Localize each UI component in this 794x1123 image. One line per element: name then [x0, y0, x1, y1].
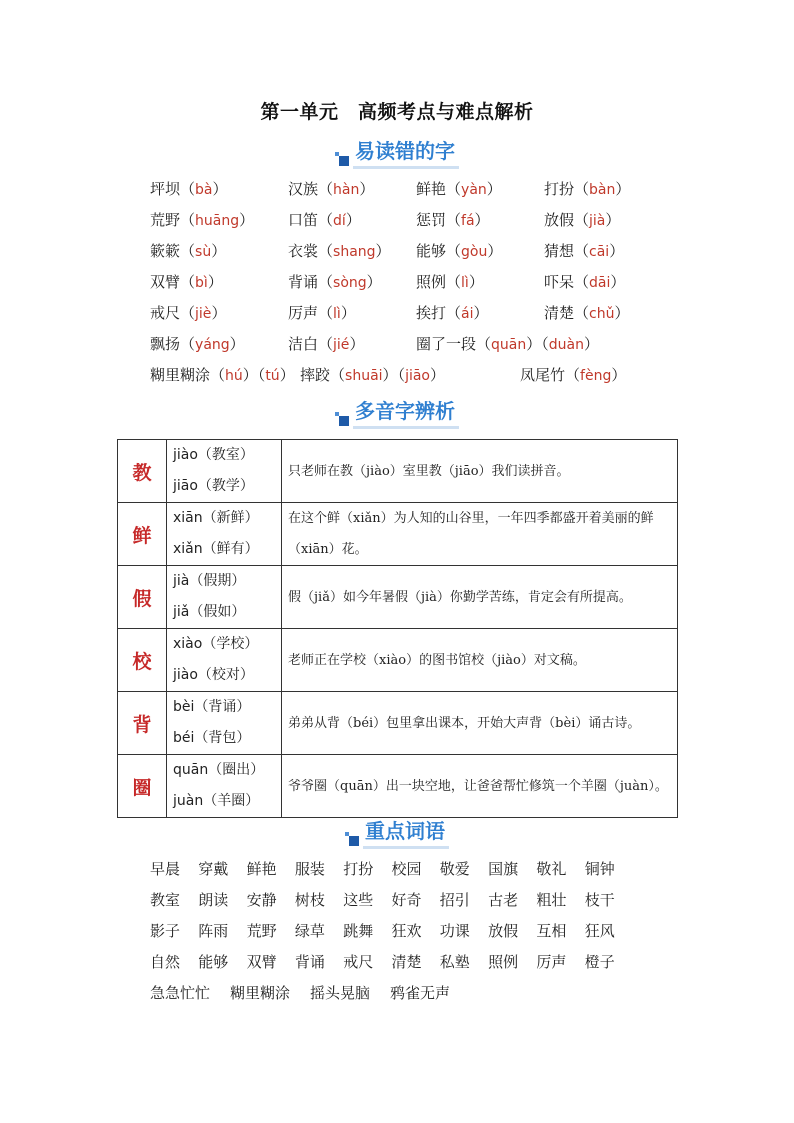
keyword: 粗壮	[536, 891, 567, 909]
keyword: 狂风	[584, 922, 615, 940]
keyword: 狂欢	[391, 922, 422, 940]
pinyin: sòng	[333, 275, 367, 291]
paren-close: ）	[242, 366, 258, 384]
pinyin: gòu	[461, 244, 488, 260]
keyword: 厉声	[536, 953, 567, 971]
paren-open: （	[541, 335, 549, 353]
square-bullet-icon	[335, 152, 349, 166]
section-title: 重点词语	[363, 818, 449, 849]
paren-open: （	[318, 180, 334, 198]
word: 能够	[416, 242, 447, 260]
paren-close: ）	[473, 304, 489, 322]
word: 惩罚	[416, 211, 447, 229]
paren-close: ）	[526, 335, 542, 353]
readings	[167, 503, 282, 566]
keyword: 教室	[150, 891, 181, 909]
reading: xiào（学校）	[173, 636, 259, 652]
reading: xiǎn（鲜有）	[173, 541, 259, 557]
word: 戒尺	[150, 304, 181, 322]
section-title: 易读错的字	[353, 138, 459, 169]
polyphone-char: 圈	[118, 755, 167, 818]
paren-open: （	[180, 273, 196, 291]
section-header-misread	[0, 138, 794, 170]
keyword: 古老	[488, 891, 519, 909]
pinyin: jià	[589, 213, 606, 229]
reading: xiān（新鲜）	[173, 510, 259, 526]
keyword: 安静	[246, 891, 277, 909]
word-entry	[288, 240, 391, 261]
keyword: 急急忙忙	[150, 984, 211, 1002]
pinyin: jiè	[195, 306, 212, 322]
word-entry	[150, 364, 295, 385]
keyword: 敬爱	[439, 860, 470, 878]
pinyin: bì	[195, 275, 208, 291]
pinyin: jié	[333, 337, 350, 353]
pinyin: shang	[333, 244, 376, 260]
keyword: 阵雨	[198, 922, 229, 940]
pinyin: huāng	[195, 213, 240, 229]
paren-close: ）	[486, 180, 502, 198]
paren-close: ）	[212, 180, 228, 198]
polyphone-row	[118, 692, 678, 755]
word-entry	[288, 271, 382, 292]
readings	[167, 629, 282, 692]
word: 双臂	[150, 273, 181, 291]
word-entry	[150, 333, 245, 354]
example-sentence: 老师正在学校（xiào）的图书馆校（jiào）对文稿。	[282, 629, 678, 692]
keyword: 荒野	[246, 922, 277, 940]
paren-close: ）	[468, 273, 484, 291]
polyphone-row	[118, 440, 678, 503]
word-entry	[416, 271, 484, 292]
keyword: 校园	[391, 860, 422, 878]
paren-open: （	[446, 211, 462, 229]
paren-close: ）	[349, 335, 365, 353]
keyword: 绿草	[294, 922, 325, 940]
paren-open: （	[476, 335, 492, 353]
word: 飘扬	[150, 335, 181, 353]
pinyin: yáng	[195, 337, 230, 353]
polyphone-row	[118, 503, 678, 566]
keyword: 铜钟	[584, 860, 615, 878]
paren-open: （	[180, 304, 196, 322]
pinyin: tú	[265, 368, 280, 384]
keyword: 跳舞	[343, 922, 374, 940]
word-entry	[544, 271, 625, 292]
pinyin: bàn	[589, 182, 616, 198]
pinyin: jiāo	[405, 368, 431, 384]
word: 吓呆	[544, 273, 575, 291]
paren-close: ）	[359, 180, 375, 198]
section-title: 多音字辨析	[353, 398, 459, 429]
keyword: 能够	[198, 953, 229, 971]
word: 鲜艳	[416, 180, 447, 198]
word-entry	[288, 209, 361, 230]
keyword: 功课	[439, 922, 470, 940]
word: 簌簌	[150, 242, 181, 260]
paren-open: （	[574, 304, 590, 322]
pinyin: yàn	[461, 182, 487, 198]
readings	[167, 755, 282, 818]
keyword: 双臂	[246, 953, 277, 971]
word: 清楚	[544, 304, 575, 322]
keyword: 早晨	[150, 860, 181, 878]
word-entry	[544, 209, 620, 230]
paren-close: ）	[239, 211, 255, 229]
pinyin: lì	[461, 275, 469, 291]
readings	[167, 440, 282, 503]
pinyin: ái	[461, 306, 474, 322]
pinyin: bà	[195, 182, 213, 198]
word: 照例	[416, 273, 447, 291]
readings	[167, 692, 282, 755]
word-entry	[416, 209, 490, 230]
section-header-keywords	[0, 818, 794, 850]
paren-open: （	[318, 304, 334, 322]
paren-close: ）	[211, 242, 227, 260]
word: 放假	[544, 211, 575, 229]
keyword: 私塾	[439, 953, 470, 971]
word-entry	[150, 271, 223, 292]
reading: jiāo（教学）	[173, 478, 254, 494]
keyword: 影子	[150, 922, 181, 940]
keyword: 好奇	[391, 891, 422, 909]
readings	[167, 566, 282, 629]
word-entry	[416, 240, 502, 261]
word: 猜想	[544, 242, 575, 260]
keyword: 糊里糊涂	[230, 984, 291, 1002]
paren-close: ）	[474, 211, 490, 229]
keyword: 招引	[439, 891, 470, 909]
pinyin: dāi	[589, 275, 611, 291]
paren-open: （	[574, 273, 590, 291]
paren-close: ）	[382, 366, 398, 384]
word: 背诵	[288, 273, 319, 291]
example-sentence: 爷爷圈（quān）出一块空地，让爸爸帮忙修筑一个羊圈（juàn）。	[282, 755, 678, 818]
keyword: 背诵	[294, 953, 325, 971]
paren-open: （	[574, 180, 590, 198]
paren-close: ）	[609, 242, 625, 260]
keyword: 穿戴	[198, 860, 229, 878]
word-entry	[416, 178, 502, 199]
paren-close: ）	[605, 211, 621, 229]
paren-open: （	[330, 366, 346, 384]
paren-close: ）	[340, 304, 356, 322]
paren-open: （	[574, 242, 590, 260]
keyword: 戒尺	[343, 953, 374, 971]
square-bullet-icon	[345, 832, 359, 846]
polyphone-char: 背	[118, 692, 167, 755]
keyword: 枝干	[584, 891, 615, 909]
paren-close: ）	[487, 242, 503, 260]
word: 口笛	[288, 211, 319, 229]
reading: béi（背包）	[173, 730, 251, 746]
polyphone-row	[118, 629, 678, 692]
example-sentence: 假（jiǎ）如今年暑假（jià）你勤学苦练，肯定会有所提高。	[282, 566, 678, 629]
word-entry	[150, 302, 226, 323]
polyphone-char: 假	[118, 566, 167, 629]
reading: jiǎ（假如）	[173, 604, 246, 620]
word: 摔跤	[300, 366, 331, 384]
paren-open: （	[318, 211, 334, 229]
paren-close: ）	[615, 180, 631, 198]
paren-open: （	[180, 211, 196, 229]
word: 圈了一段	[416, 335, 477, 353]
example-sentence: 弟弟从背（béi）包里拿出课本，开始大声背（bèi）诵古诗。	[282, 692, 678, 755]
page-title: 第一单元 高频考点与难点解析	[260, 101, 534, 123]
keyword: 橙子	[584, 953, 615, 971]
section-header-polyphone	[0, 398, 794, 430]
word: 打扮	[544, 180, 575, 198]
paren-open: （	[397, 366, 406, 384]
pinyin: cāi	[589, 244, 610, 260]
word-entry	[150, 240, 226, 261]
polyphone-row	[118, 755, 678, 818]
polyphone-table	[117, 439, 678, 818]
keyword: 这些	[343, 891, 374, 909]
word: 坪坝	[150, 180, 181, 198]
reading: jiào（教室）	[173, 447, 254, 463]
paren-open: （	[180, 335, 196, 353]
reading: juàn（羊圈）	[173, 793, 260, 809]
keyword: 树枝	[294, 891, 325, 909]
paren-open: （	[318, 335, 334, 353]
word-entry	[150, 209, 254, 230]
keyword: 清楚	[391, 953, 422, 971]
word-entry	[288, 178, 374, 199]
paren-close: ）	[211, 304, 227, 322]
paren-open: （	[210, 366, 226, 384]
paren-close: ）	[366, 273, 382, 291]
word-entry	[288, 302, 356, 323]
paren-open: （	[257, 366, 266, 384]
pinyin: duàn	[548, 337, 584, 353]
paren-close: ）	[614, 304, 630, 322]
paren-open: （	[446, 242, 462, 260]
word: 衣裳	[288, 242, 319, 260]
pinyin: fèng	[580, 368, 612, 384]
pinyin: shuāi	[345, 368, 383, 384]
polyphone-row	[118, 566, 678, 629]
keyword: 国旗	[488, 860, 519, 878]
word-entry	[544, 302, 630, 323]
pinyin: quān	[491, 337, 527, 353]
polyphone-char: 教	[118, 440, 167, 503]
keyword: 鲜艳	[246, 860, 277, 878]
keyword: 互相	[536, 922, 567, 940]
paren-open: （	[565, 366, 581, 384]
paren-open: （	[180, 180, 196, 198]
paren-close: ）	[229, 335, 245, 353]
pinyin: lì	[333, 306, 341, 322]
keyword: 自然	[150, 953, 181, 971]
reading: quān（圈出）	[173, 762, 265, 778]
word: 糊里糊涂	[150, 366, 211, 384]
pinyin: hàn	[333, 182, 360, 198]
pinyin: hú	[225, 368, 243, 384]
keyword: 服装	[294, 860, 325, 878]
reading: jià（假期）	[173, 573, 246, 589]
paren-close: ）	[279, 366, 295, 384]
pinyin: fá	[461, 213, 475, 229]
keyword: 摇头晃脑	[310, 984, 371, 1002]
pinyin: dí	[333, 213, 346, 229]
word: 荒野	[150, 211, 181, 229]
keyword: 敬礼	[536, 860, 567, 878]
paren-close: ）	[584, 335, 600, 353]
paren-open: （	[446, 180, 462, 198]
paren-open: （	[446, 304, 462, 322]
paren-open: （	[318, 273, 334, 291]
paren-open: （	[574, 211, 590, 229]
word: 凤尾竹	[520, 366, 566, 384]
example-sentence: 在这个鲜（xiǎn）为人知的山谷里，一年四季都盛开着美丽的鲜（xiān）花。	[282, 503, 678, 566]
paren-close: ）	[611, 366, 627, 384]
word-entry	[288, 333, 364, 354]
keyword: 朗读	[198, 891, 229, 909]
paren-close: ）	[375, 242, 391, 260]
word: 汉族	[288, 180, 319, 198]
polyphone-char: 鲜	[118, 503, 167, 566]
example-sentence: 只老师在教（jiào）室里教（jiāo）我们读拼音。	[282, 440, 678, 503]
word-entry	[150, 178, 228, 199]
pinyin: chǔ	[589, 306, 615, 322]
reading: jiào（校对）	[173, 667, 254, 683]
paren-close: ）	[610, 273, 626, 291]
word-entry	[544, 240, 624, 261]
keyword: 打扮	[343, 860, 374, 878]
word-entry	[300, 364, 445, 385]
word-entry	[416, 302, 489, 323]
paren-open: （	[180, 242, 196, 260]
word-entry	[520, 364, 626, 385]
paren-open: （	[318, 242, 334, 260]
word: 洁白	[288, 335, 319, 353]
keyword: 放假	[488, 922, 519, 940]
paren-close: ）	[207, 273, 223, 291]
word: 挨打	[416, 304, 447, 322]
paren-close: ）	[345, 211, 361, 229]
word-entry	[544, 178, 630, 199]
polyphone-char: 校	[118, 629, 167, 692]
pinyin: sù	[195, 244, 212, 260]
word-entry	[416, 333, 599, 354]
square-bullet-icon	[335, 412, 349, 426]
keyword: 鸦雀无声	[390, 984, 451, 1002]
paren-open: （	[446, 273, 462, 291]
keyword: 照例	[488, 953, 519, 971]
reading: bèi（背诵）	[173, 699, 251, 715]
paren-close: ）	[430, 366, 446, 384]
word: 厉声	[288, 304, 319, 322]
